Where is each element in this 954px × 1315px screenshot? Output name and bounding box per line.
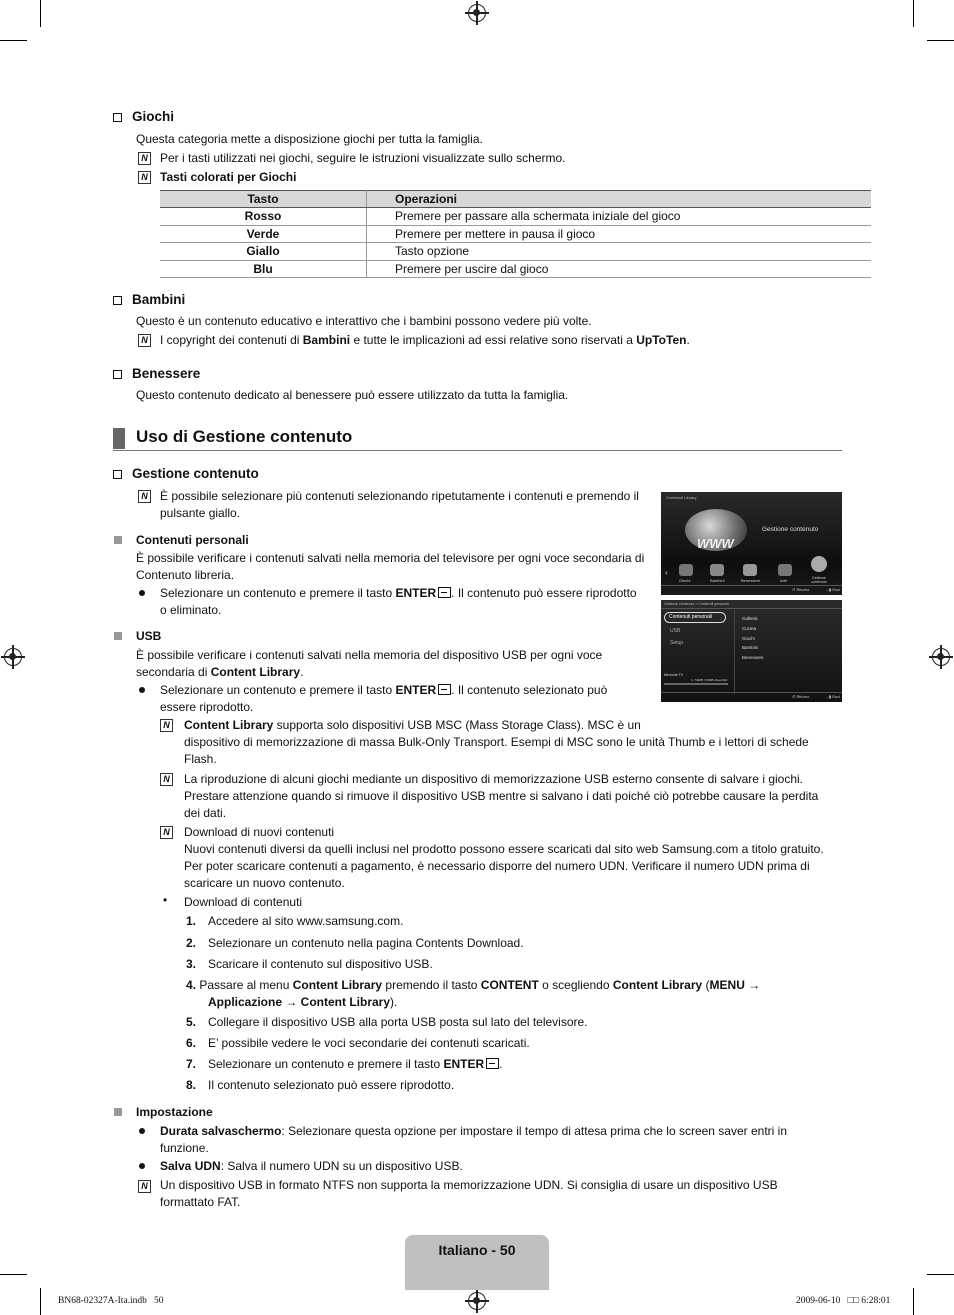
step-text: Accedere al sito www.samsung.com. (208, 914, 404, 928)
benessere-tile-icon[interactable] (743, 564, 757, 576)
personali-bullet: Selezionare un contenuto e premere il tasto ENTER . Il contenuto può essere riprodotto o eliminato. (160, 586, 637, 617)
personali-title: Contenuti personali (136, 533, 249, 547)
checkbox-bullet-icon (113, 113, 122, 122)
registration-mark-icon (932, 648, 950, 666)
heading-giochi: Giochi (113, 109, 174, 124)
bullet-icon (139, 1163, 145, 1169)
bambini-tile-icon[interactable] (710, 564, 724, 576)
screen-item: Benessere (741, 578, 761, 583)
step-text: Selezionare un contenuto nella pagina Contents Download. (208, 936, 524, 950)
checkbox-bullet-icon (113, 470, 122, 479)
crop-mark (913, 1288, 914, 1315)
table-cell: Blu (160, 260, 367, 278)
screen-divider (661, 692, 842, 693)
benessere-desc: Questo contenuto dedicato al benessere può essere utilizzato da tutta la famiglia. (136, 388, 569, 402)
menu-item-contenuti[interactable]: Contenuti personali (669, 614, 713, 620)
arte-tile-icon[interactable] (778, 564, 792, 576)
checkbox-bullet-icon (113, 296, 122, 305)
chevron-left-icon[interactable]: ‹ (665, 568, 668, 577)
note-icon: N (138, 171, 151, 184)
crop-mark (40, 1288, 41, 1315)
screen-item: Arte (780, 578, 788, 583)
impostazione-bullet2: Salva UDN: Salva il numero UDN su un dispositivo USB. (160, 1159, 463, 1173)
footer-file: BN68-02327A-Ita.indb 50 (58, 1296, 164, 1306)
table-row (160, 260, 871, 278)
return-label: ↺ Ritorno (792, 587, 810, 592)
step-text: Selezionare un contenuto e premere il tasto ENTER . (208, 1057, 503, 1071)
menu-item-setup[interactable]: Setup (670, 640, 684, 646)
usb-note2: La riproduzione di alcuni giochi mediante un dispositivo di memorizzazione USB esterno consente di salvare i giochi. Prestare attenzione quando si rimuove il dispositivo USB mentre si salvano i dati poiché ciò potrebbe causare la perdita dei dati. (184, 772, 819, 820)
exit-label: →▮ Esci (825, 694, 840, 699)
tv-screen-contenuti-personali (661, 600, 842, 702)
screen-title: Gestione contenuto (762, 526, 819, 533)
section-title: Uso di Gestione contenuto (136, 427, 353, 446)
table-row (160, 225, 871, 243)
note-icon: N (138, 152, 151, 165)
gestione-tile-icon[interactable] (811, 556, 827, 572)
enter-icon (438, 587, 451, 598)
screen-divider (734, 610, 735, 694)
usb-bullet: Selezionare un contenuto e premere il tasto ENTER . Il contenuto selezionato può essere riprodotto. (160, 683, 608, 714)
screen-item: Gestione contenuto (811, 576, 827, 584)
enter-icon (438, 684, 451, 695)
step-text: Scaricare il contenuto sul dispositivo USB. (208, 957, 433, 971)
table-cell: Premere per uscire dal gioco (367, 260, 872, 278)
square-bullet-icon (114, 1108, 122, 1116)
table-cell: Tasto opzione (367, 243, 872, 261)
note-icon: N (138, 490, 151, 503)
footer-date: 2009-06-10 □□ 6:28:01 (796, 1296, 891, 1306)
usb-title: USB (136, 629, 162, 643)
screen-item: Bambini (710, 578, 725, 583)
screen-divider (661, 585, 842, 586)
giochi-desc: Questa categoria mette a disposizione giochi per tutta la famiglia. (136, 132, 483, 146)
table-row (160, 208, 871, 226)
www-logo-icon: WWW (697, 536, 734, 551)
bambini-note: I copyright dei contenuti di Bambini e tutte le implicazioni ad essi relative sono riservati a UpToTen. (160, 333, 690, 347)
note-icon: N (160, 719, 173, 732)
screen-item: Giochi (679, 578, 691, 583)
bullet-icon (139, 687, 145, 693)
crop-mark (0, 40, 27, 41)
step-number: 8. (186, 1078, 197, 1092)
heading-gestione: Gestione contenuto (113, 466, 259, 481)
memory-label: Memoria TV (664, 673, 683, 677)
step-number: 2. (186, 936, 197, 950)
bambini-desc: Questo è un contenuto educativo e interattivo che i bambini possono vedere più volte. (136, 314, 592, 328)
usb-text: È possibile verificare i contenuti salvati nella memoria del dispositivo USB per ogni voce secondaria di Content Library. (136, 648, 603, 679)
impostazione-bullet1: Durata salvaschermo: Selezionare questa opzione per impostare il tempo di attesa prima che lo screen saver entri in funzione. (160, 1124, 788, 1155)
usb-note3: Download di nuovi contenuti Nuovi contenuti diversi da quelli inclusi nel prodotto possono essere scaricati dal sito web Samsung.com a titolo gratuito. Per poter scaricare contenuti a pagamento, è necessario disporre del numero UDN. Verificare il numero UDN prima di scaricare un nuovo contenuto. (184, 825, 824, 890)
tv-screen-content-library (661, 492, 842, 595)
section-bar (113, 428, 125, 449)
list-item[interactable]: Benessere (742, 655, 764, 660)
giochi-note1: Per i tasti utilizzati nei giochi, seguire le istruzioni visualizzate sullo schermo. (160, 151, 566, 165)
crop-mark (927, 40, 954, 41)
table-header-row (160, 191, 871, 208)
giochi-tile-icon[interactable] (679, 564, 693, 576)
menu-item-usb[interactable]: USB (670, 628, 681, 634)
step-number: 3. (186, 957, 197, 971)
step-number: 5. (186, 1015, 197, 1029)
note-icon: N (138, 334, 151, 347)
return-label: ↺ Ritorno (792, 694, 810, 699)
step-4: 4. Passare al menu Content Library premendo il tasto CONTENT o scegliendo Content Library (MENU → Applicazione → Content Library). (186, 978, 761, 1009)
list-item[interactable]: Giochi (742, 636, 755, 641)
table-header: Tasto (160, 191, 367, 208)
usb-note1: Content Library supporta solo dispositivi USB MSC (Mass Storage Class). MSC è un dispositivo di memorizzazione di massa Bulk-Only Transport. Esempi di MSC sono le unità Thumb e i lettori di schede Flash. (184, 718, 809, 766)
checkbox-bullet-icon (113, 370, 122, 379)
enter-icon (486, 1058, 499, 1069)
screen-header: Contenuti Library (666, 495, 697, 500)
page-number: Italiano - 50 (438, 1242, 516, 1258)
bullet-icon (139, 590, 145, 596)
note-icon: N (160, 773, 173, 786)
tasti-table (160, 190, 871, 278)
step-number: 7. (186, 1057, 197, 1071)
step-text: Collegare il dispositivo USB alla porta USB posta sul lato del televisore. (208, 1015, 588, 1029)
note-icon: N (138, 1180, 151, 1193)
download-title: Download di contenuti (184, 895, 303, 909)
table-cell: Rosso (160, 208, 367, 226)
registration-mark-icon (4, 648, 22, 666)
personali-text: È possibile verificare i contenuti salvati nella memoria del televisore per ogni voce secondaria di Contenuto libreria. (136, 551, 645, 582)
small-bullet-icon: • (163, 893, 168, 907)
impostazione-title: Impostazione (136, 1105, 213, 1119)
step-text: E’ possibile vedere le voci secondarie dei contenuti scaricati. (208, 1036, 530, 1050)
table-cell: Premere per passare alla schermata iniziale del gioco (367, 208, 872, 226)
section-divider (113, 450, 842, 451)
note-icon: N (160, 826, 173, 839)
table-cell: Premere per mettere in pausa il gioco (367, 225, 872, 243)
screen-divider (661, 608, 842, 609)
screen-header: Gestione contenuto > Contenuti personali (664, 602, 729, 606)
heading-benessere: Benessere (113, 366, 200, 381)
exit-label: →▮ Esci (825, 587, 840, 592)
step-text: Il contenuto selezionato può essere riprodotto. (208, 1078, 455, 1092)
square-bullet-icon (114, 536, 122, 544)
giochi-note2: Tasti colorati per Giochi (160, 170, 297, 184)
registration-mark-icon (468, 1292, 486, 1310)
memory-bar (664, 683, 728, 685)
memory-value: 1 / 50MB / 50MB disponibili (691, 678, 728, 682)
impostazione-note: Un dispositivo USB in formato NTFS non supporta la memorizzazione UDN. Si consiglia di usare un dispositivo USB formattato FAT. (160, 1178, 778, 1209)
crop-mark (0, 1274, 27, 1275)
table-header: Operazioni (367, 191, 872, 208)
crop-mark (927, 1274, 954, 1275)
table-cell: Giallo (160, 243, 367, 261)
list-item[interactable]: Cucina (742, 626, 757, 631)
table-row (160, 243, 871, 261)
step-number: 6. (186, 1036, 197, 1050)
registration-mark-icon (468, 4, 486, 22)
crop-mark (40, 0, 41, 27)
table-cell: Verde (160, 225, 367, 243)
bullet-icon (139, 1128, 145, 1134)
crop-mark (913, 0, 914, 27)
gestione-note1: È possibile selezionare più contenuti selezionando ripetutamente i contenuti e premendo il pulsante giallo. (160, 489, 639, 520)
heading-bambini: Bambini (113, 292, 185, 307)
square-bullet-icon (114, 632, 122, 640)
list-item[interactable]: Galleria (742, 616, 758, 621)
step-number: 1. (186, 914, 197, 928)
list-item[interactable]: Bambini (742, 645, 759, 650)
